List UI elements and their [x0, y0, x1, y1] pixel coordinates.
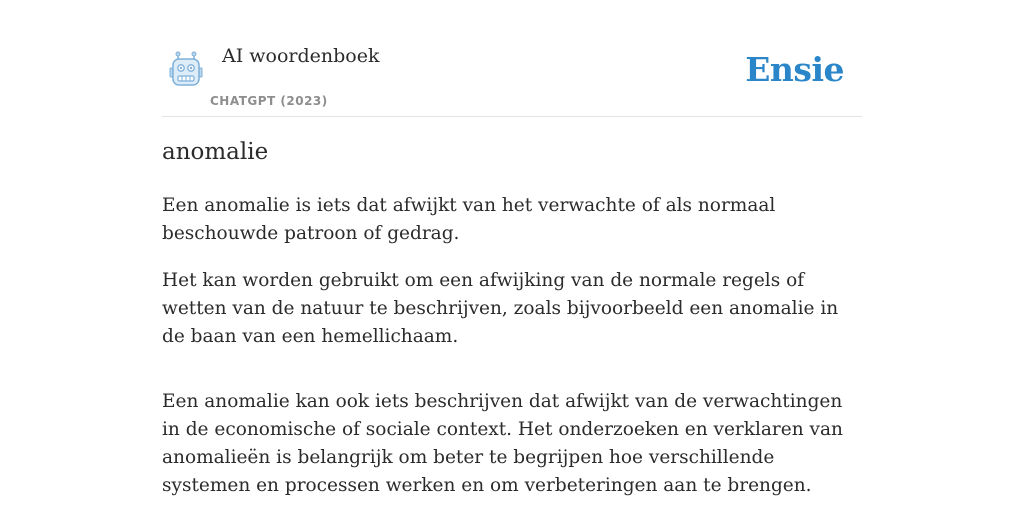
source-subtitle: CHATGPT (2023): [210, 94, 328, 108]
entry-definition: [162, 192, 862, 519]
entry-header: [162, 0, 862, 117]
definition-paragraph: Een anomalie kan ook iets beschrijven dat afwijkt van de verwachtingen in de economische of sociale context. Het onderzoeken en verklaren van anomalieën is belangrijk om beter te begrijpen hoe verschillende systemen en processen werken en om verbeteringen aan te brengen.: [162, 391, 843, 496]
definition-paragraph: Het kan worden gebruikt om een afwijking van de normale regels of wetten van de natuur te beschrijven, zoals bijvoorbeeld een anomalie in de baan van een hemellichaam.: [162, 270, 839, 347]
source-title[interactable]: AI woordenboek: [222, 45, 380, 67]
robot-icon: [166, 50, 206, 90]
definition-paragraph: Een anomalie is iets dat afwijkt van het verwachte of als normaal beschouwde patroon of gedrag.: [162, 195, 776, 244]
entry-term: anomalie: [162, 139, 269, 165]
brand-logo[interactable]: Ensie: [745, 50, 844, 89]
entry-card: [162, 0, 862, 512]
